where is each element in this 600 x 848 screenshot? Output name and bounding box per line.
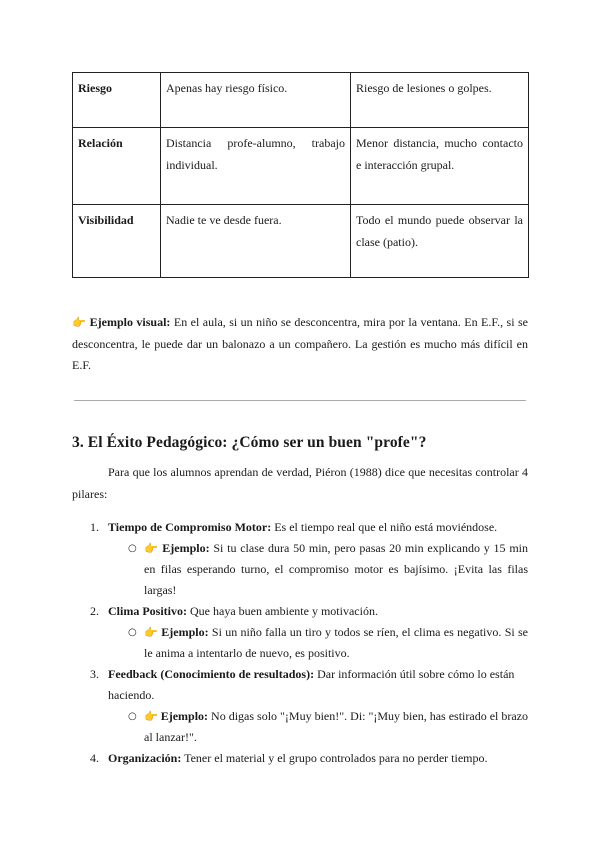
row-label: Riesgo — [73, 73, 161, 128]
pointing-hand-icon: 👉 — [72, 316, 87, 329]
item-number: 1. — [90, 520, 99, 534]
sub-list-item — [108, 706, 528, 748]
example-label: Ejemplo visual: — [89, 315, 171, 329]
aula-cell: Nadie te ve desde fuera. — [161, 205, 351, 278]
list-item — [72, 664, 528, 748]
example-label: Ejemplo: — [161, 625, 209, 639]
item-text: Que haya buen ambiente y motivación. — [187, 604, 378, 618]
comparison-table — [72, 72, 529, 278]
item-number: 4. — [90, 751, 99, 765]
item-number: 3. — [90, 667, 99, 681]
aula-cell: Distancia profe-alumno, trabajo individual. — [161, 128, 351, 205]
aula-cell: Apenas hay riesgo físico. — [161, 73, 351, 128]
hollow-bullet-icon: ○ — [128, 543, 137, 554]
example-text: Si tu clase dura 50 min, pero pasas 20 min explicando y 15 min en filas esperando turno, el compromiso motor es bajísimo. ¡Evita las filas largas! — [144, 541, 528, 597]
list-item — [72, 601, 528, 664]
visual-example-paragraph — [72, 312, 528, 377]
item-title: Tiempo de Compromiso Motor: — [108, 520, 272, 534]
item-text: Dar información útil sobre cómo lo están haciendo. — [108, 667, 515, 702]
example-text: Si un niño falla un tiro y todos se ríen, el clima es negativo. Si se le anima a intentarlo de nuevo, es positivo. — [144, 625, 528, 660]
section-heading: 3. El Éxito Pedagógico: ¿Cómo ser un buen "profe"? — [72, 434, 427, 451]
item-text: Es el tiempo real que el niño está moviéndose. — [271, 520, 498, 534]
example-label: Ejemplo: — [160, 709, 209, 723]
sub-list-item — [108, 622, 528, 664]
list-item — [72, 748, 528, 769]
ef-cell: Menor distancia, mucho contacto e interacción grupal. — [351, 128, 529, 205]
table-row — [73, 205, 529, 278]
horizontal-divider — [74, 400, 526, 401]
item-text: Tener el material y el grupo controlados para no perder tiempo. — [181, 751, 488, 765]
pointing-hand-icon: 👉 — [144, 626, 158, 639]
example-text: En el aula, si un niño se desconcentra, mira por la ventana. En E.F., si se desconcentra, le puede dar un balonazo a un compañero. La gestión es mucho más difícil en E.F. — [72, 315, 528, 372]
hollow-bullet-icon: ○ — [128, 627, 137, 638]
row-label: Relación — [73, 128, 161, 205]
intro-paragraph: Para que los alumnos aprendan de verdad, Piéron (1988) dice que necesitas controlar 4 pilares: — [72, 465, 528, 501]
pillars-list — [72, 517, 528, 769]
ef-cell: Riesgo de lesiones o golpes. — [351, 73, 529, 128]
item-title: Feedback (Conocimiento de resultados): — [108, 667, 315, 681]
item-title: Clima Positivo: — [108, 604, 187, 618]
ef-cell: Todo el mundo puede observar la clase (patio). — [351, 205, 529, 278]
row-label: Visibilidad — [73, 205, 161, 278]
item-number: 2. — [90, 604, 99, 618]
list-item — [72, 517, 528, 601]
pointing-hand-icon: 👉 — [144, 710, 158, 723]
hollow-bullet-icon: ○ — [128, 711, 137, 722]
example-label: Ejemplo: — [162, 541, 210, 555]
table-row — [73, 128, 529, 205]
table-row — [73, 73, 529, 128]
pointing-hand-icon: 👉 — [144, 542, 159, 555]
example-text: No digas solo "¡Muy bien!". Di: "¡Muy bien, has estirado el brazo al lanzar!". — [144, 709, 528, 744]
item-title: Organización: — [108, 751, 182, 765]
sub-list-item — [108, 538, 528, 601]
